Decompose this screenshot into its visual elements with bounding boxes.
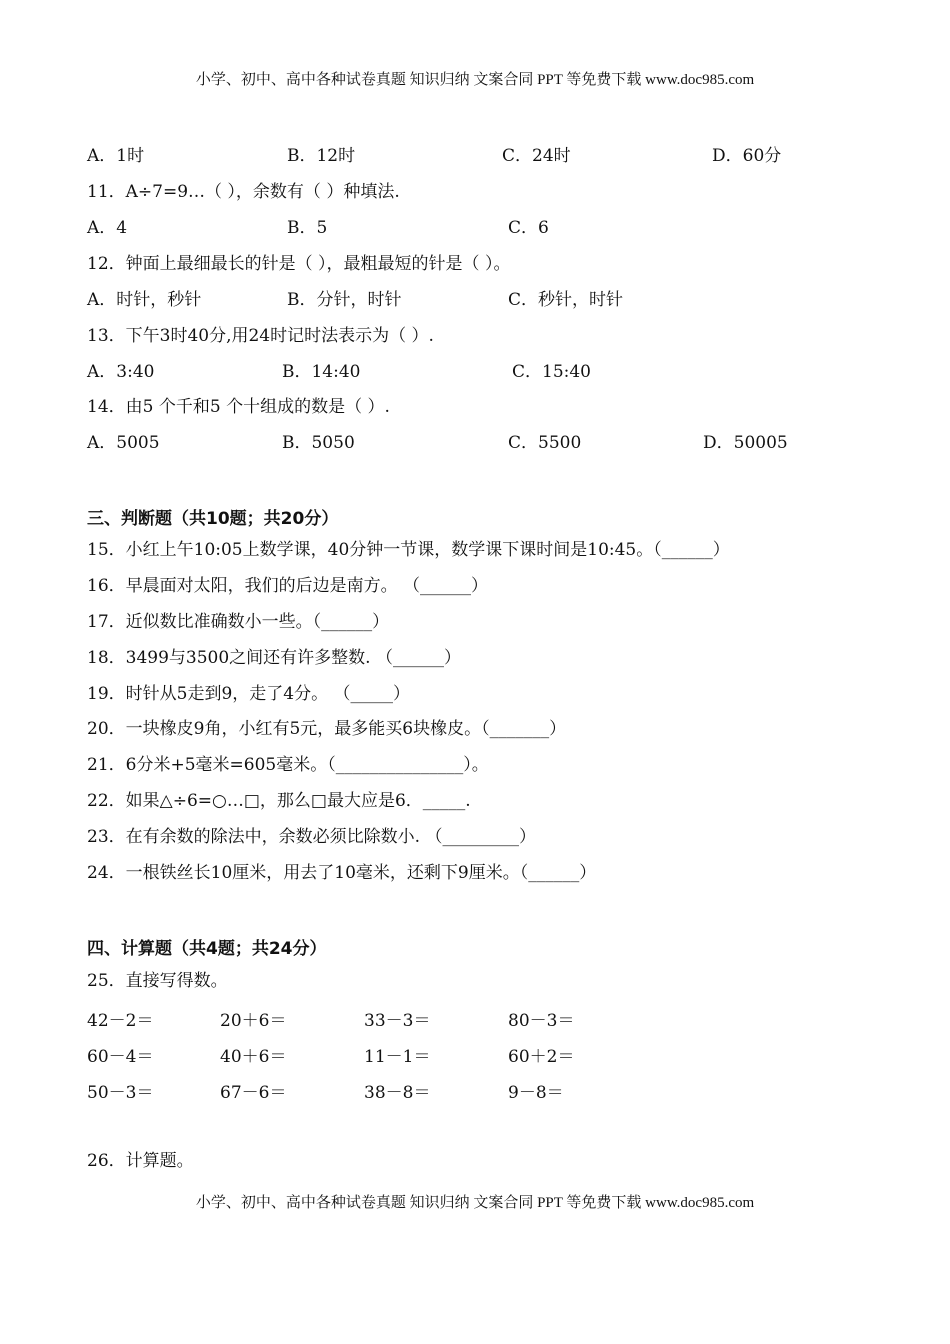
page-header: 小学、初中、高中各种试卷真题 知识归纳 文案合同 PPT 等免费下载 www.doc985.com bbox=[195, 72, 755, 88]
question-11: 11．A÷7=9…（ ），余数有（ ）种填法. bbox=[87, 182, 400, 202]
q13-option-a: A．3:40 bbox=[87, 362, 155, 382]
q11-option-c: C．6 bbox=[508, 218, 549, 238]
section-4-title: 四、计算题（共4题；共24分） bbox=[87, 939, 327, 959]
q14-option-a: A．5005 bbox=[87, 433, 160, 453]
calc-item: 38－8＝ bbox=[364, 1083, 431, 1103]
question-12: 12．钟面上最细最长的针是（ ），最粗最短的针是（ ）。 bbox=[87, 254, 511, 274]
page-footer: 小学、初中、高中各种试卷真题 知识归纳 文案合同 PPT 等免费下载 www.doc985.com bbox=[195, 1195, 755, 1211]
calc-item: 50－3＝ bbox=[87, 1083, 154, 1103]
calc-item: 9－8＝ bbox=[508, 1083, 564, 1103]
calc-item: 60＋2＝ bbox=[508, 1047, 575, 1067]
q12-option-a: A．时针，秒针 bbox=[87, 290, 202, 310]
q14-option-d: D．50005 bbox=[703, 433, 788, 453]
question-26: 26．计算题。 bbox=[87, 1151, 194, 1171]
calc-item: 11－1＝ bbox=[364, 1047, 431, 1067]
calc-item: 42－2＝ bbox=[87, 1011, 154, 1031]
q14-option-c: C．5500 bbox=[508, 433, 582, 453]
q13-option-b: B．14:40 bbox=[282, 362, 361, 382]
calc-item: 33－3＝ bbox=[364, 1011, 431, 1031]
q10-option-a: A．1时 bbox=[87, 146, 145, 166]
q14-option-b: B．5050 bbox=[282, 433, 355, 453]
calc-item: 60－4＝ bbox=[87, 1047, 154, 1067]
calc-item: 80－3＝ bbox=[508, 1011, 575, 1031]
question-23: 23．在有余数的除法中，余数必须比除数小. （_________） bbox=[87, 827, 536, 847]
question-24: 24．一根铁丝长10厘米，用去了10毫米，还剩下9厘米。（______） bbox=[87, 863, 597, 883]
q10-option-b: B．12时 bbox=[287, 146, 356, 166]
q12-option-b: B．分针，时针 bbox=[287, 290, 402, 310]
question-19: 19．时针从5走到9，走了4分。 （_____） bbox=[87, 684, 410, 704]
q11-option-b: B．5 bbox=[287, 218, 328, 238]
question-25: 25．直接写得数。 bbox=[87, 971, 228, 991]
question-13: 13．下午3时40分,用24时记时法表示为（ ）. bbox=[87, 326, 434, 346]
q12-option-c: C．秒针，时针 bbox=[508, 290, 624, 310]
calc-item: 67－6＝ bbox=[220, 1083, 287, 1103]
question-20: 20．一块橡皮9角，小红有5元，最多能买6块橡皮。（_______） bbox=[87, 719, 567, 739]
question-21: 21．6分米+5毫米=605毫米。（_______________）。 bbox=[87, 755, 489, 775]
calc-item: 20＋6＝ bbox=[220, 1011, 287, 1031]
question-22: 22．如果△÷6=○…□，那么□最大应是6．_____. bbox=[87, 791, 471, 811]
calc-item: 40＋6＝ bbox=[220, 1047, 287, 1067]
q11-option-a: A．4 bbox=[87, 218, 128, 238]
section-3-title: 三、判断题（共10题；共20分） bbox=[87, 509, 339, 529]
question-16: 16．早晨面对太阳，我们的后边是南方。 （______） bbox=[87, 576, 489, 596]
question-14: 14．由5 个千和5 个十组成的数是（ ）. bbox=[87, 397, 390, 417]
q10-option-c: C．24时 bbox=[502, 146, 571, 166]
q13-option-c: C．15:40 bbox=[512, 362, 591, 382]
question-17: 17．近似数比准确数小一些。（______） bbox=[87, 612, 390, 632]
question-18: 18．3499与3500之间还有许多整数. （______） bbox=[87, 648, 461, 668]
question-15: 15．小红上午10:05上数学课，40分钟一节课，数学课下课时间是10:45。（______） bbox=[87, 540, 730, 560]
q10-option-d: D．60分 bbox=[712, 146, 782, 166]
